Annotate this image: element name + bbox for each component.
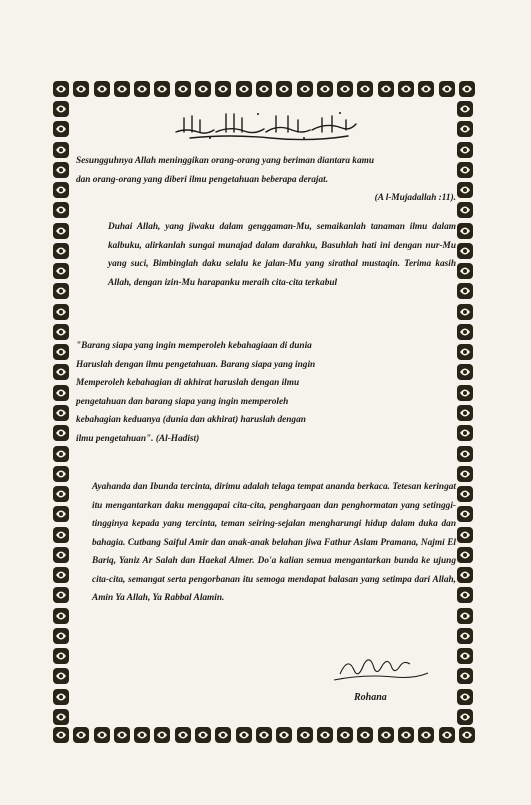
ornament-border-icon	[52, 363, 70, 381]
ornament-border-icon	[133, 80, 151, 98]
ornament-border-icon	[52, 647, 70, 665]
ornament-border-icon	[153, 726, 171, 744]
ornament-border-icon	[52, 222, 70, 240]
ornament-border-icon	[438, 726, 456, 744]
ornament-border-icon	[417, 726, 435, 744]
ornament-border-icon	[456, 343, 474, 361]
ornament-border-icon	[52, 181, 70, 199]
ornament-border-icon	[174, 80, 192, 98]
ornament-border-icon	[356, 80, 374, 98]
ornament-border-icon	[255, 80, 273, 98]
ornament-border-icon	[397, 726, 415, 744]
ornament-border-icon	[456, 242, 474, 260]
ornament-border-icon	[417, 80, 435, 98]
ornament-border-icon	[72, 80, 90, 98]
ornament-border-icon	[113, 80, 131, 98]
ornament-border-icon	[456, 282, 474, 300]
ornament-border-icon	[52, 526, 70, 544]
hadist-line: ilmu pengetahuan". (Al-Hadist)	[76, 433, 200, 444]
ornament-border-icon	[52, 424, 70, 442]
ornament-border-icon	[296, 80, 314, 98]
ornament-border-icon	[456, 586, 474, 604]
ornament-border-icon	[93, 726, 111, 744]
ornament-border-icon	[458, 726, 476, 744]
ornament-border-icon	[194, 80, 212, 98]
ornament-border-icon	[336, 80, 354, 98]
ornament-border-icon	[456, 201, 474, 219]
ornament-border-icon	[456, 445, 474, 463]
ornament-border-icon	[456, 120, 474, 138]
ornament-border-icon	[255, 726, 273, 744]
ornament-border-icon	[456, 262, 474, 280]
ornament-border-icon	[456, 424, 474, 442]
ornament-border-icon	[456, 303, 474, 321]
bismillah-calligraphy	[170, 108, 360, 142]
ornament-border-icon	[52, 726, 70, 744]
quote-hadist	[76, 337, 406, 448]
ornament-border-icon	[456, 323, 474, 341]
ornament-border-icon	[52, 384, 70, 402]
ornament-border-icon	[438, 80, 456, 98]
ornament-border-icon	[52, 688, 70, 706]
ornament-border-icon	[456, 647, 474, 665]
ornament-border-icon	[153, 80, 171, 98]
ornament-border-icon	[52, 465, 70, 483]
ornament-border-icon	[52, 445, 70, 463]
quote1-line: Sesungguhnya Allah meninggikan orang-orang yang beriman diantara kamu	[76, 156, 375, 166]
ornament-border-icon	[52, 586, 70, 604]
quote1-line: dan orang-orang yang diberi ilmu pengetahuan beberapa derajat.	[76, 174, 329, 185]
ornament-border-icon	[456, 363, 474, 381]
ornament-border-icon	[72, 726, 90, 744]
ornament-border-icon	[52, 607, 70, 625]
ornament-border-icon	[456, 607, 474, 625]
ornament-border-icon	[458, 80, 476, 98]
ornament-border-icon	[52, 546, 70, 564]
ornament-border-icon	[194, 726, 212, 744]
ornament-border-icon	[456, 627, 474, 645]
hadist-line: "Barang siapa yang ingin memperoleh kebahagiaan di dunia	[76, 341, 312, 351]
ornament-border-icon	[456, 384, 474, 402]
ornament-border-icon	[214, 80, 232, 98]
ornament-border-icon	[52, 161, 70, 179]
ornament-border-icon	[356, 726, 374, 744]
ornament-border-icon	[336, 726, 354, 744]
ornament-border-icon	[52, 262, 70, 280]
ornament-border-icon	[316, 726, 334, 744]
ornament-border-icon	[456, 404, 474, 422]
ornament-border-icon	[456, 161, 474, 179]
ornament-border-right	[456, 100, 476, 726]
ornament-border-icon	[52, 242, 70, 260]
ornament-border-icon	[275, 726, 293, 744]
ornament-border-icon	[456, 222, 474, 240]
quote1-reference: (A l-Mujadallah :11).	[374, 193, 456, 203]
handwritten-signature	[330, 650, 430, 686]
ornament-border-icon	[456, 465, 474, 483]
hadist-line: Haruslah dengan ilmu pengetahuan. Barang siapa yang ingin	[76, 359, 316, 370]
ornament-border-icon	[377, 80, 395, 98]
ornament-border-icon	[52, 505, 70, 523]
ornament-border-bottom	[52, 726, 476, 746]
ornament-border-icon	[456, 546, 474, 564]
dedication-paragraph: Ayahanda dan Ibunda tercinta, dirimu adalah telaga tempat ananda berkaca. Tetesan keringat itu mengantarkan daku menggapai cita-cita, penghargaan dan penghormatan yang setinggi-tingginya kepada yang tercinta, teman seiring-sejalan mengharungi hidup dalam duka dan bahagia. Cutbang Saiful Amir dan anak-anak belahan jiwa Fathur Aslam Pramana, Najmi El Bariq, Yaniz Ar Salah dan Haekal Almer. Do'a kalian semua mengantarkan bunda ke ujung cita-cita, semangat serta pengorbanan itu semoga mendapat balasan yang setimpa dari Allah, Amin Ya Allah, Ya Rabbal Alamin.	[92, 482, 456, 603]
ornament-border-icon	[456, 708, 474, 726]
ornament-border-icon	[456, 566, 474, 584]
ornament-border-icon	[377, 726, 395, 744]
ornament-border-icon	[456, 667, 474, 685]
ornament-border-icon	[52, 323, 70, 341]
ornament-border-icon	[113, 726, 131, 744]
prayer-paragraph: Duhai Allah, yang jiwaku dalam genggaman-Mu, semaikanlah tanaman ilmu dalam kalbuku, alirkanlah sungai munajad dalam darahku, Basuhlah hati ini dengan nur-Mu yang suci, Bimbinglah daku selalu ke jalan-Mu yang sirathal mustaqin. Terima kasih Allah, dengan izin-Mu harapanku meraih cita-cita terkabul	[108, 222, 456, 288]
hadist-line: kebahagian keduanya (dunia dan akhirat) haruslah dengan	[76, 415, 306, 425]
quote-al-mujadallah	[76, 152, 456, 208]
ornament-border-icon	[52, 282, 70, 300]
ornament-border-icon	[133, 726, 151, 744]
ornament-border-icon	[52, 100, 70, 118]
ornament-border-icon	[235, 80, 253, 98]
ornament-border-icon	[52, 667, 70, 685]
ornament-border-icon	[275, 80, 293, 98]
ornament-border-icon	[52, 566, 70, 584]
ornament-border-icon	[456, 505, 474, 523]
ornament-border-icon	[52, 120, 70, 138]
ornament-border-icon	[456, 688, 474, 706]
ornament-border-icon	[456, 526, 474, 544]
hadist-line: Memperoleh kebahagian di akhirat haruslah dengan ilmu	[76, 378, 300, 388]
ornament-border-icon	[456, 141, 474, 159]
hadist-line: pengetahuan dan barang siapa yang ingin memperoleh	[76, 396, 289, 407]
ornament-border-icon	[93, 80, 111, 98]
ornament-border-icon	[397, 80, 415, 98]
ornament-border-icon	[214, 726, 232, 744]
ornament-border-icon	[52, 708, 70, 726]
ornament-border-icon	[52, 343, 70, 361]
ornament-border-icon	[52, 404, 70, 422]
ornament-border-icon	[456, 100, 474, 118]
ornament-border-icon	[174, 726, 192, 744]
ornament-border-icon	[52, 80, 70, 98]
ornament-border-icon	[456, 181, 474, 199]
ornament-border-icon	[52, 303, 70, 321]
ornament-border-icon	[52, 485, 70, 503]
ornament-border-icon	[52, 627, 70, 645]
signer-name: Rohana	[354, 692, 387, 703]
ornament-border-left	[52, 100, 72, 726]
ornament-border-icon	[52, 201, 70, 219]
ornament-border-icon	[316, 80, 334, 98]
ornament-border-top	[52, 80, 476, 100]
ornament-border-icon	[235, 726, 253, 744]
ornament-border-icon	[296, 726, 314, 744]
ornament-border-icon	[52, 141, 70, 159]
ornament-border-icon	[456, 485, 474, 503]
